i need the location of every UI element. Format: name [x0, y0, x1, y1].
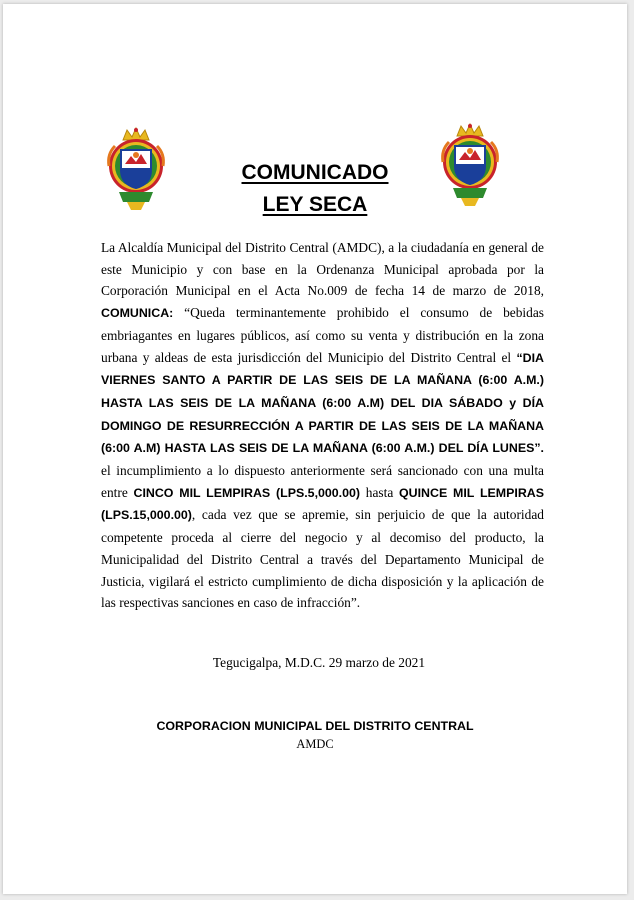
schedule-text: “DIA VIERNES SANTO A PARTIR DE LAS SEIS DE LA MAÑANA (6:00 A.M.) HASTA LAS SEIS DE LA MAÑANA (6:00 A.M) DEL DIA SÁBADO y DÍA DOMINGO DE RESURRECCIÓN A PARTIR DE LAS SEIS DE LA MAÑANA (6:00 A.M) HASTA LAS SEIS DE LA MAÑANA (6:00 A.M.) DEL DÍA LUNES”.: [101, 350, 544, 456]
body-text-4: hasta: [365, 484, 394, 500]
body-intro: La Alcaldía Municipal del Distrito Central (AMDC), a la ciudadanía en general de este Municipio y con base en la Ordenanza Municipal aprobada por la Corporación Municipal en el Acta No.009 de fecha 14 de marzo de 2018,: [101, 240, 544, 299]
signature-organization: CORPORACION MUNICIPAL DEL DISTRITO CENTRAL: [156, 719, 474, 733]
signature-abbreviation: AMDC: [296, 737, 334, 751]
fine-min: CINCO MIL LEMPIRAS (LPS.5,000.00): [133, 485, 361, 500]
document-subtitle: LEY SECA: [262, 193, 368, 216]
fine-max: QUINCE MIL LEMPIRAS (LPS.15,000.00): [101, 485, 544, 523]
body-text-2: “Queda terminantemente prohibido el consumo de bebidas embriagantes en lugares públicos, así como su venta y distribución en la zona urbana y aldeas de esta jurisdicción del Municipio del Distrito Central el: [101, 305, 544, 365]
comunica-label: COMUNICA:: [101, 306, 174, 321]
document-title: COMUNICADO: [241, 161, 389, 184]
body-text-3: el incumplimiento a lo dispuesto anteriormente será sancionado con una multa entre: [101, 463, 544, 500]
body-text-5: , cada vez que se apremie, sin perjuicio de que la autoridad competente proceda al cierre del negocio y al decomiso del producto, la Municipalidad del Distrito Central a través del Departamento Municipal de Justicia, vigilará el estricto cumplimiento de dicha disposición y la aplicación de las respectivas sanciones en caso de infracción”.: [101, 507, 544, 611]
document-page: [3, 4, 627, 894]
date-line: Tegucigalpa, M.D.C. 29 marzo de 2021: [212, 655, 426, 670]
communique-body: [101, 237, 544, 614]
